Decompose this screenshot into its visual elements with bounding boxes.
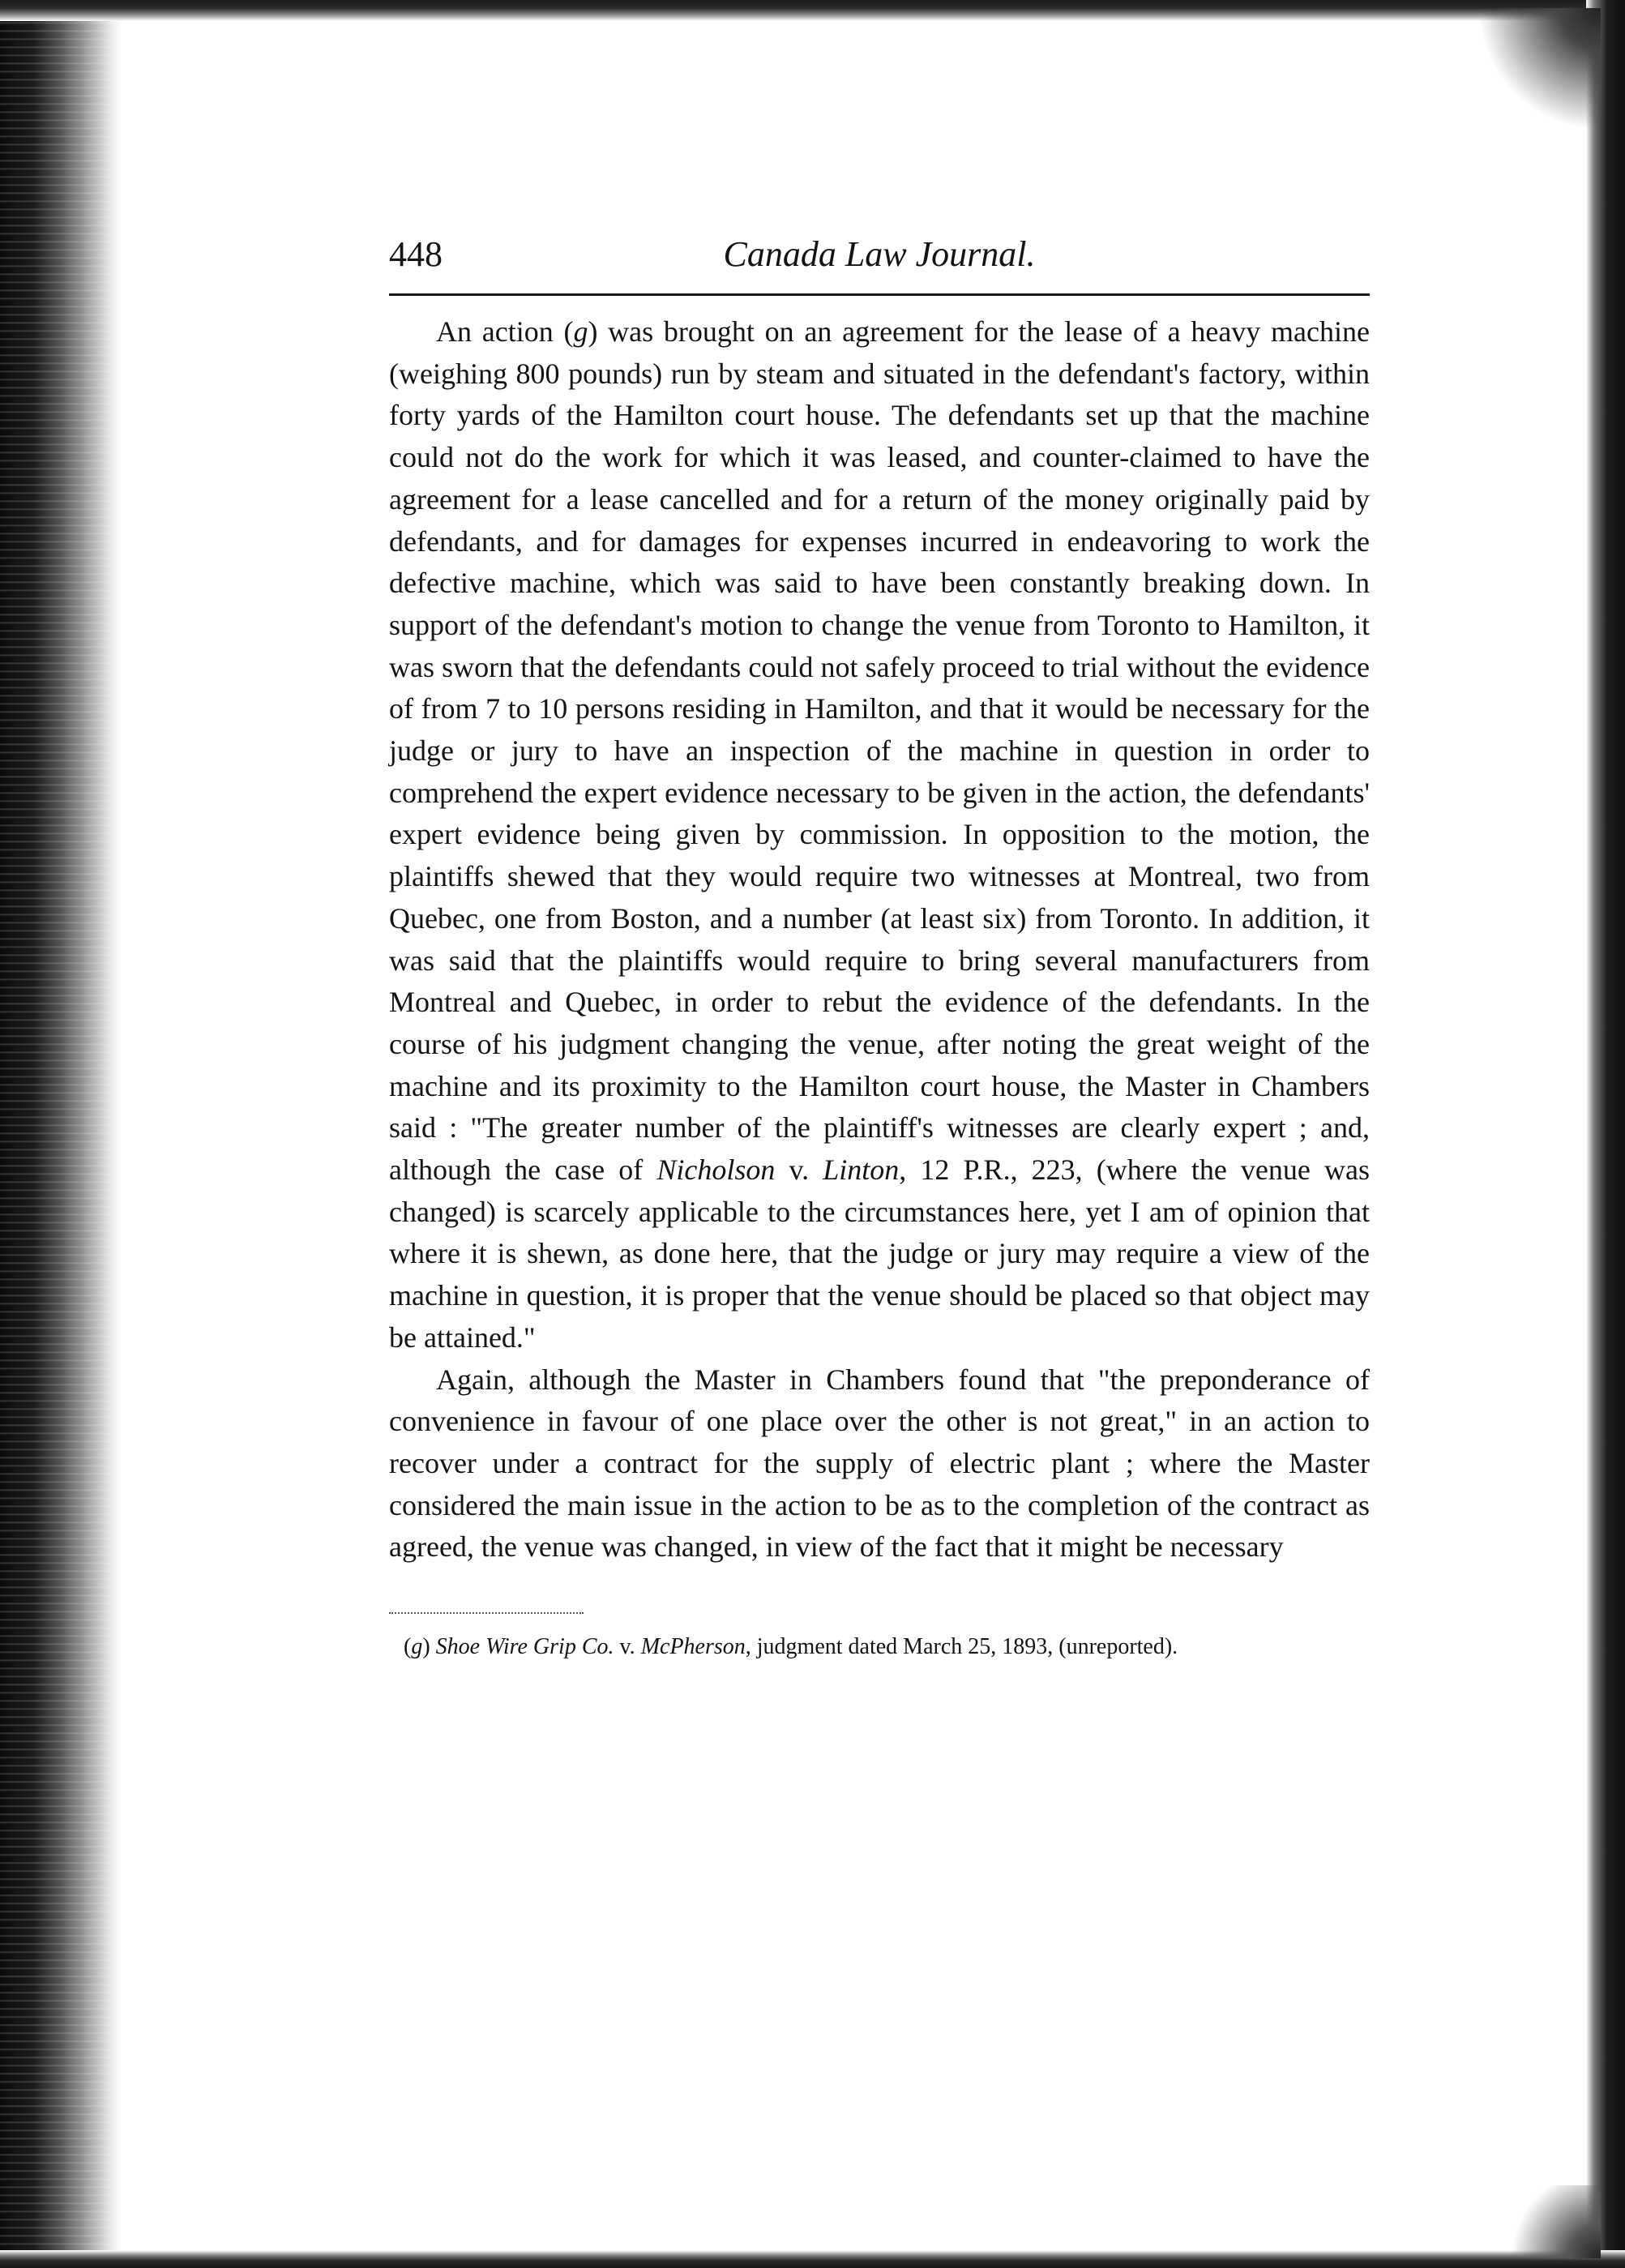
page-edge-streaks — [0, 0, 122, 2268]
header-rule — [389, 293, 1370, 296]
footnote — [389, 1633, 1370, 1661]
case-name-linton: Linton — [823, 1153, 900, 1187]
page-edge-right — [1586, 0, 1625, 2268]
case-name-nicholson: Nicholson — [656, 1153, 776, 1187]
paragraph-1-text-c: , 12 P.R., 223, (where the venue was changed) is scarcely applicable to the circumstances here, yet I am of opinion that where it is shewn, as done here, that the judge or jury may require a view of the machine in question, it is proper that the venue should be placed so that object may be attained." — [389, 1153, 1370, 1354]
footnote-text: , judgment dated March 25, 1893, (unreported). — [745, 1634, 1178, 1660]
paragraph-1-text-a: An action ( — [436, 315, 574, 348]
running-title: Canada Law Journal. — [723, 234, 1036, 274]
footnote-open-paren: ( — [404, 1634, 412, 1660]
body-text — [389, 311, 1370, 1568]
page-header — [389, 227, 1370, 292]
case-versus: v. — [775, 1153, 823, 1187]
paragraph-1 — [389, 311, 1370, 1359]
page-content — [389, 227, 1370, 1661]
footnote-versus: v. — [614, 1634, 641, 1660]
page-corner-bottom-right — [1487, 2185, 1601, 2258]
paragraph-2: Again, although the Master in Chambers found that "the preponderance of convenience in favour of one place over the other is not great," in an action to recover under a contract for the supply of electric plant ; where the Master considered the main issue in the action to be as to the completion of the contract as agreed, the venue was changed, in view of the fact that it might be necessary — [389, 1363, 1370, 1564]
page-number: 448 — [389, 234, 443, 274]
page-corner-top-right — [1471, 8, 1601, 138]
footnote-mark: g — [411, 1634, 423, 1660]
footnote-reference: g — [573, 315, 588, 348]
paragraph-1-text-b: ) was brought on an agreement for the lease of a heavy machine (weighing 800 pounds) run by steam and situated in the defendant's factory, within forty yards of the Hamilton court house. The defendants set up that the machine could not do the work for which it was leased, and counter-claimed to have the agreement for a lease cancelled and for a return of the money originally paid by defendants, and for damages for expenses incurred in endeavoring to work the defective machine, which was said to have been constantly breaking down. In support of the defendant's motion to change the venue from Toronto to Hamilton, it was sworn that the defendants could not safely proceed to trial without the evidence of from 7 to 10 persons residing in Hamilton, and that it would be necessary for the judge or jury to have an inspection of the machine in question in order to comprehend the expert evidence necessary to be given in the action, the defendants' expert evidence being given by commission. In opposition to the motion, the plaintiffs shewed that they would require two witnesses at Montreal, two from Quebec, one from Boston, and a number (at least six) from Toronto. In addition, it was said that the plaintiffs would require to bring several manufacturers from Montreal and Quebec, in order to rebut the evidence of the defendants. In the course of his judgment changing the venue, after noting the great weight of the machine and its proximity to the Hamilton court house, the Master in Chambers said : "The greater number of the plaintiff's witnesses are clearly expert ; and, although the case of — [389, 315, 1370, 1187]
page-edge-top — [0, 0, 1625, 21]
footnote-party-name: McPherson — [640, 1634, 746, 1660]
footnote-rule — [389, 1612, 584, 1614]
footnote-close-paren: ) — [422, 1634, 436, 1660]
page-edge-bottom — [0, 2250, 1625, 2268]
footnote-case-name: Shoe Wire Grip Co. — [435, 1634, 614, 1660]
